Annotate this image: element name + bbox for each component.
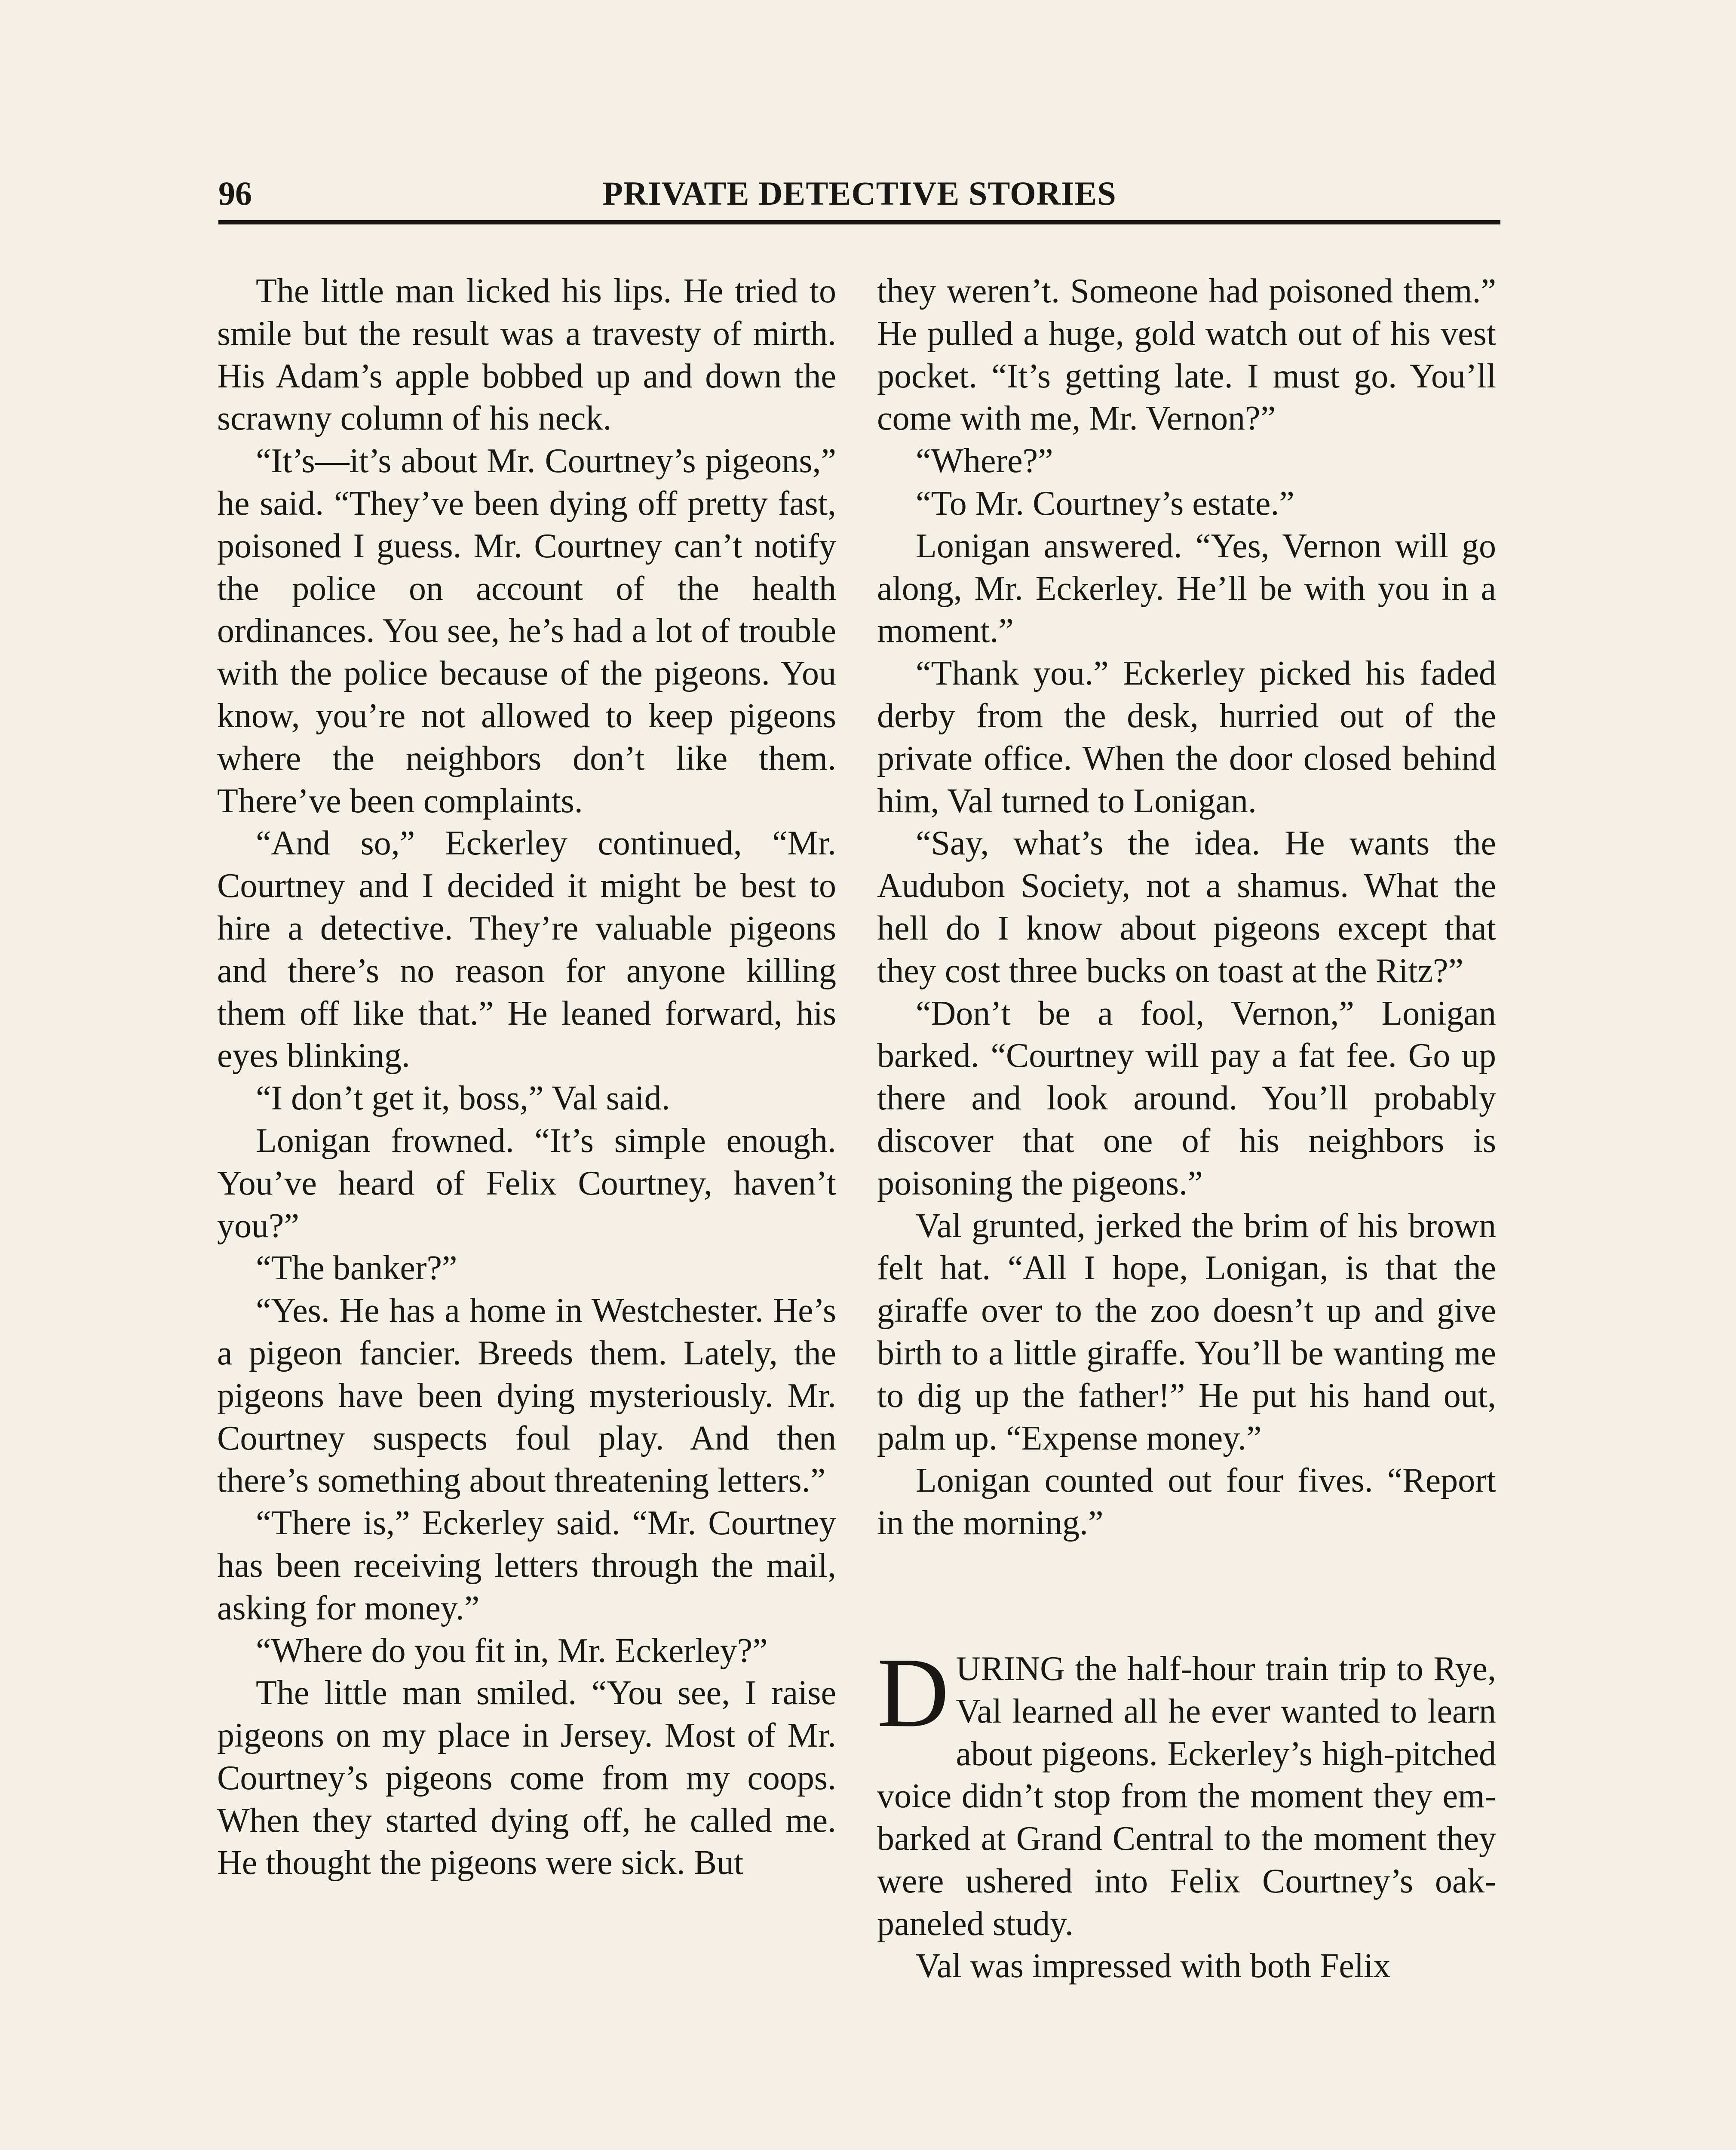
paragraph: The little man smiled. “You see, I raise pigeons on my place in Jersey. Most of Mr. Courtney’s pigeons come from my coops. When they started dying off, he called me. He thought the pigeons were sick. But [217,1674,836,1882]
paragraph: Lonigan counted out four fives. “Report in the morning.” [877,1462,1496,1542]
paragraph: “And so,” Eckerley continued, “Mr. Courtney and I decided it might be best to hire a detective. They’re valuable pigeons and there’s no reason for anyone killing them off like that.” He leaned forward, his eyes blinking. [217,824,836,1075]
paragraph: “Where?” [916,442,1053,480]
paragraph: “To Mr. Courtney’s estate.” [916,484,1294,522]
paragraph: “I don’t get it, boss,” Val said. [256,1079,670,1118]
paragraph: “It’s—it’s about Mr. Courtney’s pigeons,” he said. “They’ve been dying off pretty fast, poisoned I guess. Mr. Courtney can’t notify the police on account of the health ordinances. You see, he’s had a lot of trouble with the police because of the pigeons. You know, you’re not allowed to keep pigeons where the neighbors don’t like them. There’ve been complaints. [217,442,836,820]
paragraph: “The banker?” [256,1249,457,1287]
left-column [217,270,836,1884]
paragraph: Lonigan frowned. “It’s simple enough. You’ve heard of Felix Courtney, haven’t you?” [217,1121,836,1245]
page-number: 96 [218,175,252,212]
paragraph: Val grunted, jerked the brim of his brown felt hat. “All I hope, Lonigan, is that the giraffe over to the zoo doesn’t up and give birth to a little giraffe. You’ll be wanting me to dig up the father!” He put his hand out, palm up. “Expense money.” [877,1207,1496,1457]
drop-cap: D [877,1637,949,1748]
paragraph: The little man licked his lips. He tried to smile but the result was a travesty of mirth. His Adam’s apple bobbed up and down the scrawny column of his neck. [217,272,836,438]
section-opening-paragraph [877,1637,1496,1945]
paragraph: “Thank you.” Eckerley picked his faded derby from the desk, hurried out of the private office. When the door closed behind him, Val turned to Lonigan. [877,654,1496,820]
paragraph: Lonigan answered. “Yes, Vernon will go along, Mr. Eckerley. He’ll be with you in a moment.” [877,527,1496,650]
paragraph: “Yes. He has a home in Westchester. He’s a pigeon fancier. Breeds them. Lately, the pigeons have been dying mysteriously. Mr. Courtney suspects foul play. And then there’s something about threatening letters.” [217,1292,836,1500]
paragraph: “There is,” Eckerley said. “Mr. Courtney has been receiving letters through the mail, asking for money.” [217,1504,836,1627]
header-rule [218,220,1500,224]
paragraph: Val was impressed with both Felix [916,1947,1391,1985]
paragraph: “Where do you fit in, Mr. Eckerley?” [256,1631,768,1670]
running-head: PRIVATE DETECTIVE STORIES [602,175,1116,212]
paragraph: “Don’t be a fool, Vernon,” Lonigan barked. “Courtney will pay a fat fee. Go up there and look around. You’ll probably discover that one of his neighbors is poisoning the pigeons.” [877,994,1496,1202]
paragraph: “Say, what’s the idea. He wants the Audubon Society, not a shamus. What the hell do I know about pigeons except that they cost three bucks on toast at the Ritz?” [877,824,1496,990]
section-break [877,1545,1496,1648]
lead-caps: URING [956,1649,1065,1688]
right-column [877,270,1496,1987]
paragraph: they weren’t. Someone had poisoned them.” He pulled a huge, gold watch out of his vest pocket. “It’s getting late. I must go. You’ll come with me, Mr. Vernon?” [877,272,1496,438]
page-header [218,170,1500,217]
opening-text: the half-hour train trip to Rye, Val learned all he ever wanted to learn about pigeons. Eckerley’s high-pitched voice didn’t stop from the moment they embarked at Grand Central to the moment they were ushered into Felix Courtney’s oak-paneled study. [877,1649,1496,1943]
